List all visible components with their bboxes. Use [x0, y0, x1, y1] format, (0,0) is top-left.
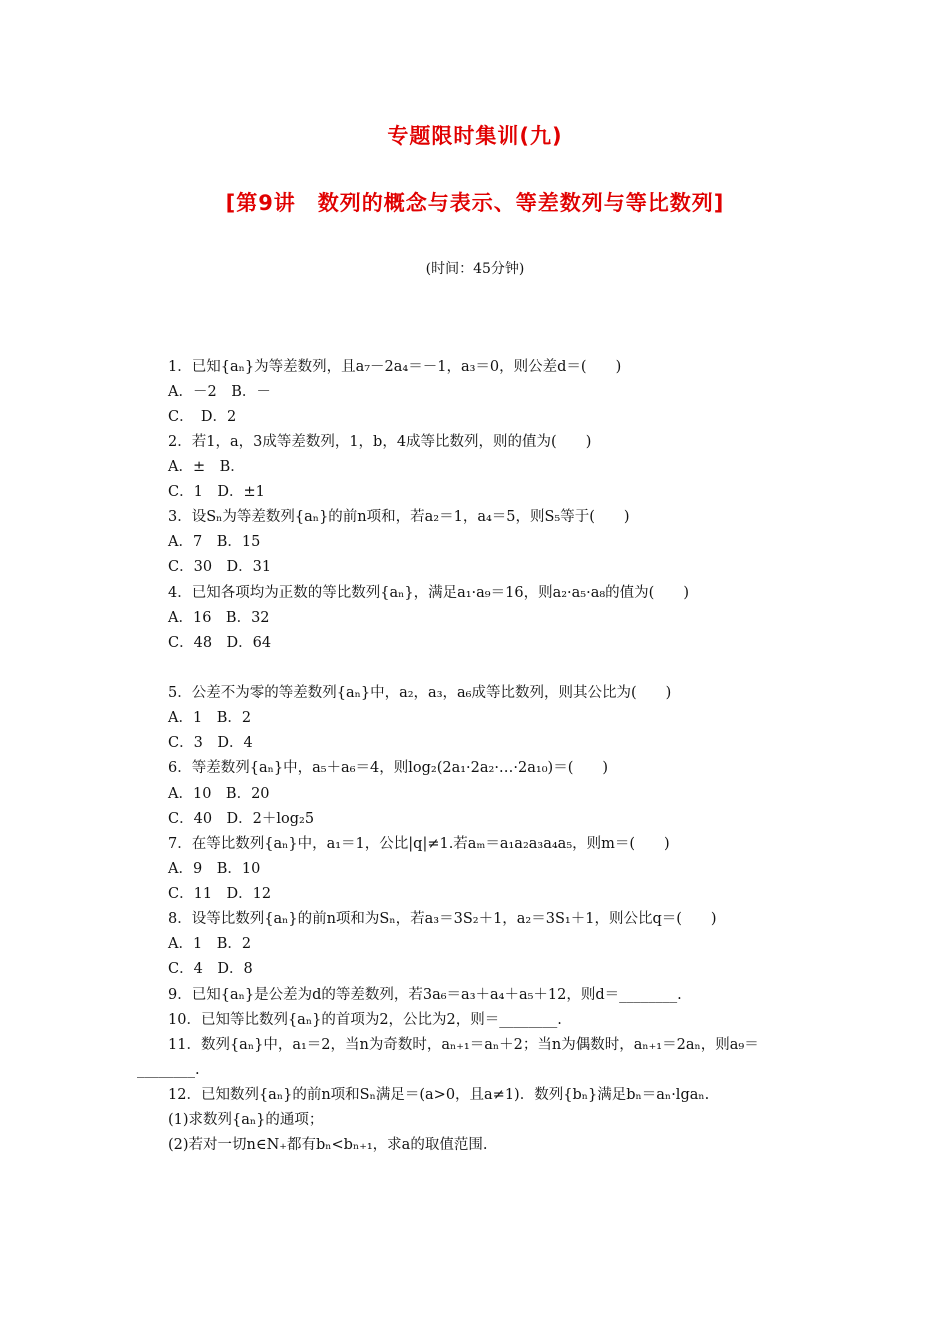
question-3-options-cd: C．30 D．31 [168, 559, 272, 575]
question-2: 2．若1，a，3成等差数列，1，b，4成等比数列，则的值为( ) [168, 434, 592, 450]
question-2-options-cd: C．1 D．±1 [168, 484, 265, 500]
question-7: 7．在等比数列{aₙ}中，a₁＝1，公比|q|≠1.若aₘ＝a₁a₂a₃a₄a₅，则m＝( ) [168, 836, 670, 852]
question-6: 6．等差数列{aₙ}中，a₅＋a₆＝4，则log₂(2a₁·2a₂·…·2a₁₀)＝( ) [168, 760, 609, 776]
question-11-answer-blank: ________. [137, 1062, 200, 1078]
question-4-options-ab: A．16 B．32 [168, 610, 270, 626]
question-6-options-ab: A．10 B．20 [168, 786, 270, 802]
question-12: 12．已知数列{aₙ}的前n项和Sₙ满足＝(a>0，且a≠1)．数列{bₙ}满足bₙ＝aₙ·lgaₙ. [168, 1087, 710, 1103]
question-4-options-cd: C．48 D．64 [168, 635, 272, 651]
question-11: 11．数列{aₙ}中，a₁＝2，当n为奇数时，aₙ₊₁＝aₙ＋2；当n为偶数时，aₙ₊₁＝2aₙ，则a₉＝ [168, 1037, 759, 1053]
question-10: 10．已知等比数列{aₙ}的首项为2，公比为2，则＝________. [168, 1012, 562, 1028]
question-7-options-ab: A．9 B．10 [168, 861, 261, 877]
question-1-options-ab: A．－2 B．－ [168, 384, 271, 400]
question-2-options-ab: A．± B． [168, 459, 245, 475]
question-6-options-cd: C．40 D．2＋log₂5 [168, 811, 315, 827]
question-8-options-ab: A．1 B．2 [168, 936, 252, 952]
question-1-options-cd: C． D．2 [168, 409, 237, 425]
question-8-options-cd: C．4 D．8 [168, 961, 253, 977]
question-1: 1．已知{aₙ}为等差数列，且a₇－2a₄＝－1，a₃＝0，则公差d＝( ) [168, 359, 622, 375]
question-7-options-cd: C．11 D．12 [168, 886, 272, 902]
lecture-subtitle: [第9讲 数列的概念与表示、等差数列与等比数列] [225, 191, 725, 215]
question-3: 3．设Sₙ为等差数列{aₙ}的前n项和，若a₂＝1，a₄＝5，则S₅等于( ) [168, 509, 630, 525]
question-8: 8．设等比数列{aₙ}的前n项和为Sₙ，若a₃＝3S₂＋1，a₂＝3S₁＋1，则公比q＝( ) [168, 911, 717, 927]
question-12-part-1: (1)求数列{aₙ}的通项； [168, 1112, 324, 1128]
question-12-part-2: (2)若对一切n∈N₊都有bₙ<bₙ₊₁，求a的取值范围. [168, 1137, 488, 1153]
question-4: 4．已知各项均为正数的等比数列{aₙ}，满足a₁·a₉＝16，则a₂·a₅·a₈的值为( ) [168, 585, 689, 601]
question-5: 5．公差不为零的等差数列{aₙ}中，a₂，a₃，a₆成等比数列，则其公比为( ) [168, 685, 672, 701]
question-3-options-ab: A．7 B．15 [168, 534, 261, 550]
question-5-options-cd: C．3 D．4 [168, 735, 253, 751]
question-9: 9．已知{aₙ}是公差为d的等差数列，若3a₆＝a₃＋a₄＋a₅＋12，则d＝________. [168, 987, 682, 1003]
question-5-options-ab: A．1 B．2 [168, 710, 252, 726]
time-limit: (时间：45分钟) [425, 261, 525, 277]
page-title: 专题限时集训(九) [387, 124, 563, 148]
